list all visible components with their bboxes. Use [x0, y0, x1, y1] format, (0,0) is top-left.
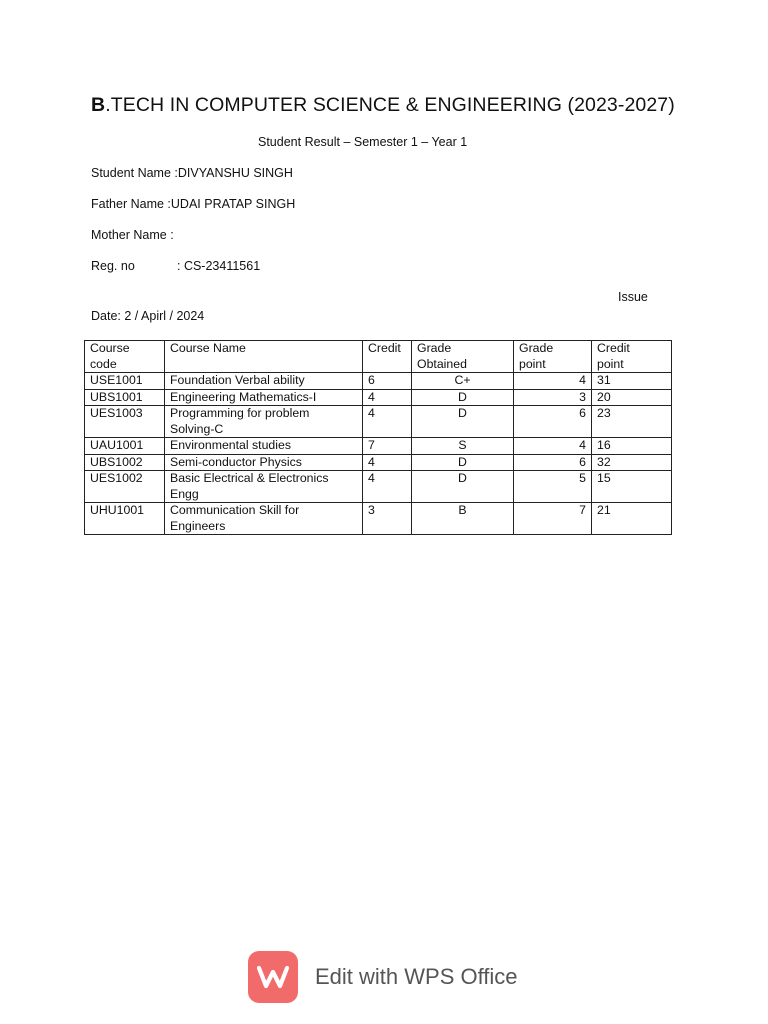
- grade-point-cell: 6: [514, 406, 592, 438]
- table-row: [85, 373, 672, 390]
- wps-edit-banner[interactable]: [248, 951, 518, 1003]
- father-name-label: Father Name :: [91, 197, 171, 211]
- header-grade-obtained: Grade Obtained: [412, 341, 514, 373]
- student-name-line: [91, 166, 293, 180]
- student-name-value: DIVYANSHU SINGH: [177, 166, 293, 180]
- table-row: [85, 471, 672, 503]
- document-subtitle: Student Result – Semester 1 – Year 1: [258, 135, 468, 149]
- credit-cell: 4: [363, 471, 412, 503]
- credit-point-cell: 20: [592, 389, 672, 406]
- credit-cell: 4: [363, 406, 412, 438]
- header-grade-point: Grade point: [514, 341, 592, 373]
- reg-no-line: [91, 259, 260, 273]
- course-code-cell: UHU1001: [85, 503, 165, 535]
- table-header-row: [85, 341, 672, 373]
- grade-cell: D: [412, 389, 514, 406]
- mother-name-line: [91, 228, 174, 242]
- father-name-value: UDAI PRATAP SINGH: [170, 197, 296, 211]
- course-code-cell: UES1002: [85, 471, 165, 503]
- grade-cell: D: [412, 406, 514, 438]
- grade-cell: C+: [412, 373, 514, 390]
- credit-cell: 6: [363, 373, 412, 390]
- table-row: [85, 438, 672, 455]
- table-row: [85, 406, 672, 438]
- header-credit: Credit: [363, 341, 412, 373]
- grade-point-cell: 4: [514, 438, 592, 455]
- grade-point-cell: 7: [514, 503, 592, 535]
- reg-no-label: Reg. no: [91, 259, 135, 273]
- header-course-code: Course code: [85, 341, 165, 373]
- credit-cell: 4: [363, 454, 412, 471]
- course-code-cell: USE1001: [85, 373, 165, 390]
- wps-edit-text[interactable]: Edit with WPS Office: [315, 964, 518, 989]
- course-name-cell: Semi-conductor Physics: [165, 454, 363, 471]
- issue-label: Issue: [618, 290, 648, 304]
- credit-cell: 3: [363, 503, 412, 535]
- wps-logo-icon[interactable]: [248, 951, 298, 1003]
- grade-cell: D: [412, 454, 514, 471]
- grade-point-cell: 3: [514, 389, 592, 406]
- credit-point-cell: 15: [592, 471, 672, 503]
- course-code-cell: UBS1002: [85, 454, 165, 471]
- credit-point-cell: 21: [592, 503, 672, 535]
- grade-cell: B: [412, 503, 514, 535]
- issue-date: Date: 2 / Apirl / 2024: [91, 309, 205, 323]
- reg-no-value: : CS-23411561: [177, 259, 261, 273]
- course-name-cell: Engineering Mathematics-I: [165, 389, 363, 406]
- title-text: .TECH IN COMPUTER SCIENCE & ENGINEERING (2023-2027): [105, 94, 675, 116]
- course-name-cell: Communication Skill for Engineers: [165, 503, 363, 535]
- course-name-cell: Basic Electrical & Electronics Engg: [165, 471, 363, 503]
- header-credit-point: Credit point: [592, 341, 672, 373]
- table-row: [85, 389, 672, 406]
- course-code-cell: UAU1001: [85, 438, 165, 455]
- credit-point-cell: 32: [592, 454, 672, 471]
- credit-point-cell: 23: [592, 406, 672, 438]
- grade-cell: S: [412, 438, 514, 455]
- result-table: [84, 340, 672, 535]
- table-row: [85, 454, 672, 471]
- header-course-name: Course Name: [165, 341, 363, 373]
- credit-cell: 7: [363, 438, 412, 455]
- grade-point-cell: 4: [514, 373, 592, 390]
- grade-point-cell: 6: [514, 454, 592, 471]
- father-name-line: [91, 197, 295, 211]
- wps-w-glyph-icon: [256, 964, 290, 990]
- course-code-cell: UES1003: [85, 406, 165, 438]
- mother-name-label: Mother Name :: [91, 228, 174, 242]
- course-name-cell: Environmental studies: [165, 438, 363, 455]
- credit-cell: 4: [363, 389, 412, 406]
- student-name-label: Student Name :: [91, 166, 178, 180]
- grade-point-cell: 5: [514, 471, 592, 503]
- credit-point-cell: 31: [592, 373, 672, 390]
- course-name-cell: Programming for problem Solving-C: [165, 406, 363, 438]
- title-prefix: B: [91, 94, 106, 116]
- course-code-cell: UBS1001: [85, 389, 165, 406]
- grade-cell: D: [412, 471, 514, 503]
- course-name-cell: Foundation Verbal ability: [165, 373, 363, 390]
- table-row: [85, 503, 672, 535]
- credit-point-cell: 16: [592, 438, 672, 455]
- document-title: [91, 94, 675, 117]
